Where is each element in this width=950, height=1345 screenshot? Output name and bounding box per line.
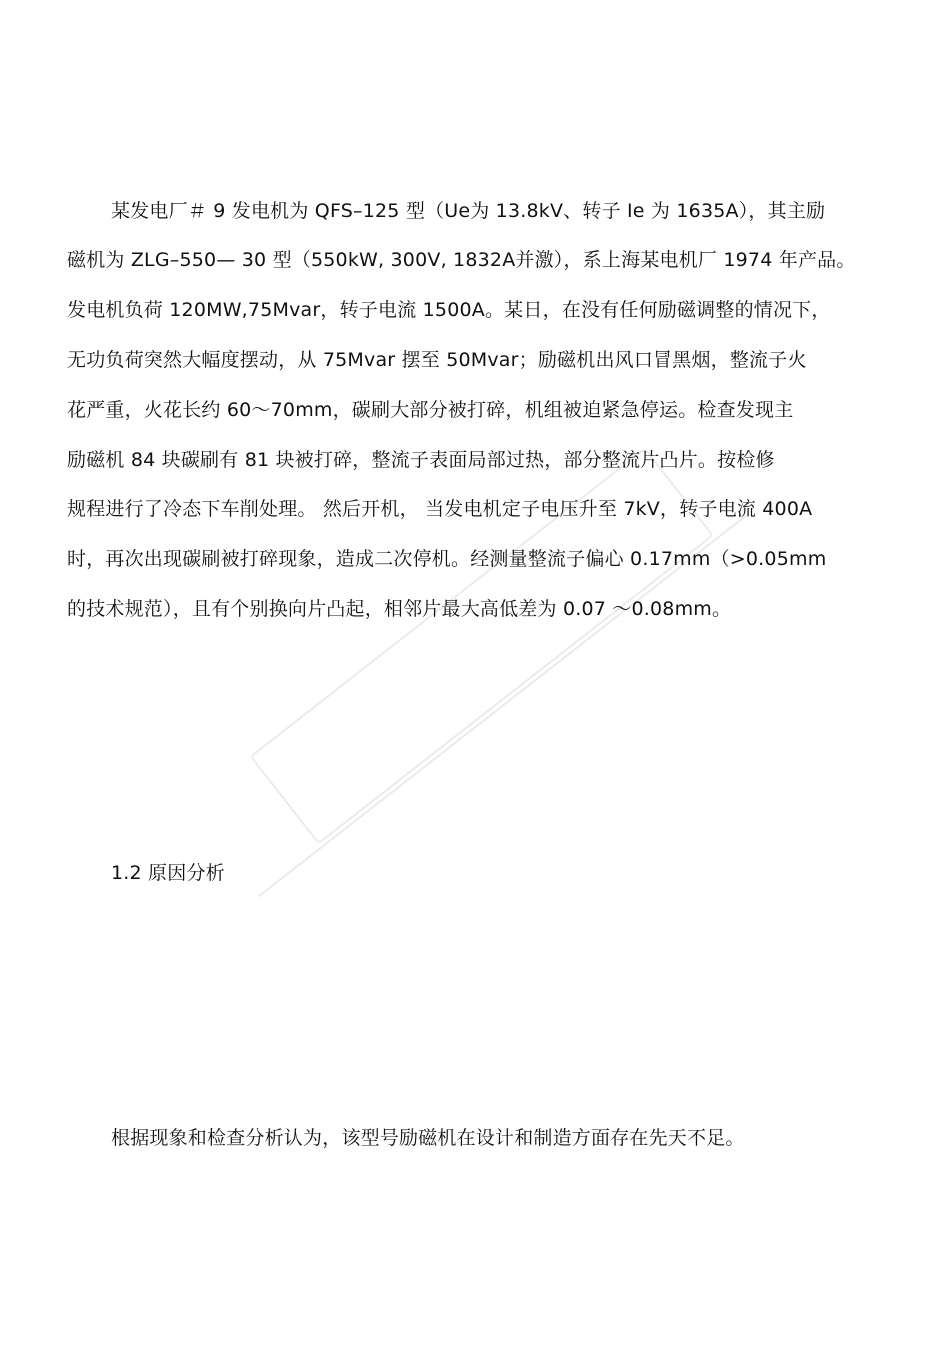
paragraph1-line-8: 时，再次出现碳刷被打碎现象，造成二次停机。经测量整流子偏心 0.17mm（>0.05mm	[67, 548, 827, 570]
paragraph1-line-2: 磁机为 ZLG–550— 30 型（550kW, 300V, 1832A并激），系上海某电机厂 1974 年产品。	[67, 249, 856, 271]
paragraph1-line-4: 无功负荷突然大幅度摆动，从 75Mvar 摆至 50Mvar；励磁机出风口冒黑烟，整流子火	[67, 349, 807, 371]
paragraph1-line-9: 的技术规范），且有个别换向片凸起，相邻片最大高低差为 0.07 ～0.08mm。	[67, 598, 732, 620]
paragraph1-line-7: 规程进行了冷态下车削处理。 然后开机， 当发电机定子电压升至 7kV，转子电流 400A	[67, 498, 813, 520]
paragraph1-line-3: 发电机负荷 120MW,75Mvar，转子电流 1500A。某日，在没有任何励磁调整的情况下，	[67, 299, 831, 321]
paragraph1-line-6: 励磁机 84 块碳刷有 81 块被打碎，整流子表面局部过热，部分整流片凸片。按检修	[67, 449, 775, 471]
paragraph2: 根据现象和检查分析认为，该型号励磁机在设计和制造方面存在先天不足。	[111, 1127, 745, 1149]
paragraph1-line-5: 花严重，火花长约 60～70mm，碳刷大部分被打碎，机组被迫紧急停运。检查发现主	[67, 399, 794, 421]
paragraph1-line-1: 某发电厂＃ 9 发电机为 QFS–125 型（Ue为 13.8kV、转子 Ie 为 1635A），其主励	[111, 200, 826, 222]
section-heading: 1.2 原因分析	[111, 862, 225, 884]
